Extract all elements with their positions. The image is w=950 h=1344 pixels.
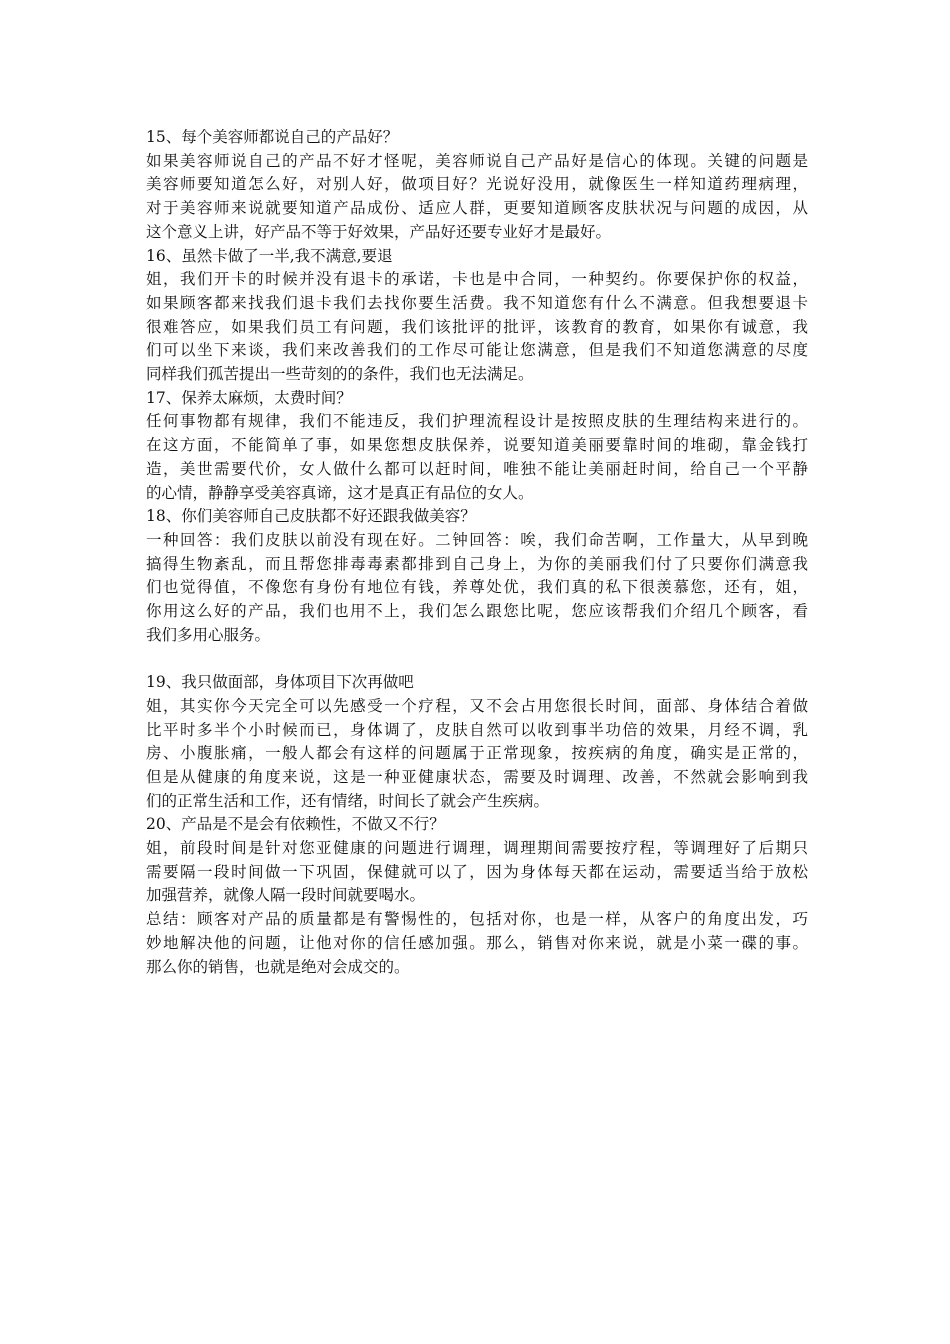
summary-line: 总结：顾客对产品的质量都是有警惕性的，包括对你，也是一样，从客户的角度出发，巧 — [146, 910, 808, 929]
paragraph-line: 在这方面，不能简单了事，如果您想皮肤保养，说要知道美丽要靠时间的堆砌，靠金钱打 — [146, 436, 808, 455]
heading-15: 15、每个美容师都说自己的产品好？ — [146, 128, 399, 146]
paragraph-line: 如果顾客都来找我们退卡我们去找你要生活费。我不知道您有什么不满意。但我想要退卡 — [146, 293, 808, 312]
paragraph-line: 姐，前段时间是针对您亚健康的问题进行调理，调理期间需要按疗程，等调理好了后期只 — [146, 839, 808, 858]
heading-20: 20、产品是不是会有依赖性，不做又不行？ — [146, 815, 445, 834]
summary-line: 那么你的销售，也就是绝对会成交的。 — [146, 957, 410, 976]
blank-line — [146, 647, 808, 671]
paragraph-line: 对于美容师来说就要知道产品成份、适应人群，更要知道顾客皮肤状况与问题的成因，从 — [146, 199, 808, 218]
paragraph-line: 一种回答：我们皮肤以前没有现在好。二钟回答：唉，我们命苦啊，工作量大，从早到晚 — [146, 530, 808, 549]
paragraph-line: 你用这么好的产品，我们也用不上，我们怎么跟您比呢，您应该帮我们介绍几个顾客，看 — [146, 602, 808, 621]
heading-18: 18、你们美容师自己皮肤都不好还跟我做美容？ — [146, 507, 476, 526]
paragraph-line: 们的正常生活和工作，还有情绪，时间长了就会产生疾病。 — [146, 791, 550, 810]
paragraph-line: 任何事物都有规律，我们不能违反，我们护理流程设计是按照皮肤的生理结构来进行的。 — [146, 412, 808, 431]
paragraph-line: 需要隔一段时间做一下巩固，保健就可以了，因为身体每天都在运动，需要适当给于放松 — [146, 862, 808, 881]
paragraph-line: 美容师要知道怎么好，对别人好，做项目好？光说好没用，就像医生一样知道药理病理， — [146, 175, 808, 194]
paragraph-line: 搞得生物紊乱，而且帮您排毒毒素都排到自己身上，为你的美丽我们付了只要你们满意我 — [146, 554, 808, 573]
paragraph-line: 加强营养，就像人隔一段时间就要喝水。 — [146, 886, 426, 905]
paragraph-line: 们也觉得值，不像您有身份有地位有钱，养尊处优，我们真的私下很羡慕您，还有，姐， — [146, 578, 808, 597]
paragraph-line: 们可以坐下来谈，我们来改善我们的工作尽可能让您满意，但是我们不知道您满意的尽度 — [146, 341, 808, 360]
paragraph-line: 比平时多半个小时候而已，身体调了，皮肤自然可以收到事半功倍的效果，月经不调，乳 — [146, 720, 808, 739]
paragraph-line: 但是从健康的角度来说，这是一种亚健康状态，需要及时调理、改善，不然就会影响到我 — [146, 767, 808, 786]
paragraph-line: 的心情，静静享受美容真谛，这才是真正有品位的女人。 — [146, 483, 534, 502]
paragraph-line: 很难答应，如果我们员工有问题，我们该批评的批评，该教育的教育，如果你有诚意，我 — [146, 317, 808, 336]
paragraph-line: 我们多用心服务。 — [146, 625, 271, 644]
heading-16: 16、虽然卡做了一半,我不满意,要退 — [146, 246, 393, 265]
paragraph-line: 造，美世需要代价，女人做什么都可以赶时间，唯独不能让美丽赶时间，给自己一个平静 — [146, 459, 808, 478]
heading-19: 19、我只做面部，身体项目下次再做吧 — [146, 673, 414, 692]
heading-17: 17、保养太麻烦，太费时间？ — [146, 388, 352, 407]
summary-line: 妙地解决他的问题，让他对你的信任感加强。那么，销售对你来说，就是小菜一碟的事。 — [146, 933, 808, 952]
paragraph-line: 房、小腹胀痛，一般人都会有这样的问题属于正常现象，按疾病的角度，确实是正常的， — [146, 744, 808, 763]
paragraph-line: 如果美容师说自己的产品不好才怪呢，美容师说自己产品好是信心的体现。关键的问题是 — [146, 151, 808, 170]
paragraph-line: 姐，我们开卡的时候并没有退卡的承诺，卡也是中合同，一种契约。你要保护你的权益， — [146, 270, 808, 289]
paragraph-line: 同样我们孤苦提出一些苛刻的的条件，我们也无法满足。 — [146, 365, 534, 384]
paragraph-line: 这个意义上讲，好产品不等于好效果，产品好还要专业好才是最好。 — [146, 222, 612, 241]
paragraph-line: 姐，其实你今天完全可以先感受一个疗程，又不会占用您很长时间，面部、身体结合着做 — [146, 696, 808, 715]
